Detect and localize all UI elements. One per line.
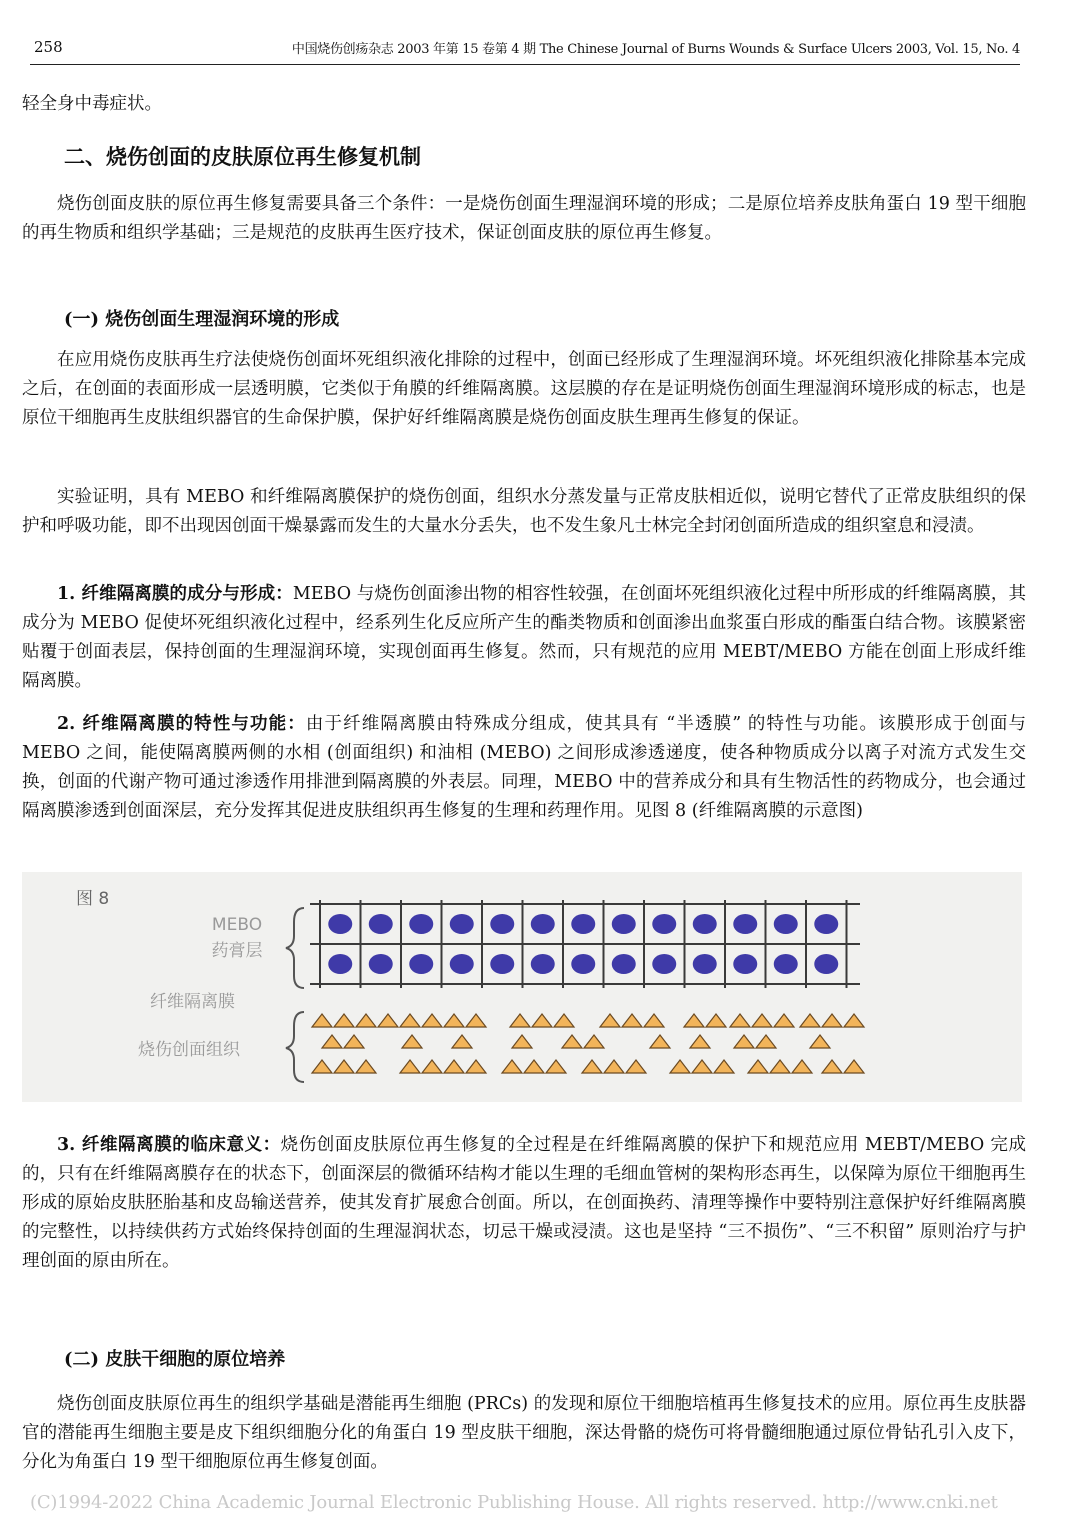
tissue-cell-triangle	[622, 1014, 642, 1027]
tissue-cell-triangle	[822, 1060, 842, 1073]
mebo-particle	[733, 914, 757, 934]
tissue-cell-triangle	[502, 1060, 522, 1073]
mebo-particle	[409, 914, 433, 934]
tissue-cell-triangle	[466, 1014, 486, 1027]
cnki-watermark: (C)1994-2022 China Academic Journal Electronic Publishing House. All rights reserved. http://www.cnki.net	[30, 1492, 998, 1513]
item-1-title: 1. 纤维隔离膜的成分与形成：	[57, 584, 293, 604]
mebo-particle	[490, 954, 514, 974]
mebo-particle	[450, 954, 474, 974]
tissue-cell-triangle	[378, 1014, 398, 1027]
page-number: 258	[34, 38, 63, 56]
tissue-cell-triangle	[546, 1060, 566, 1073]
figure-8	[22, 872, 1022, 1102]
tissue-cell-triangle	[400, 1060, 420, 1073]
item-2-title: 2. 纤维隔离膜的特性与功能：	[57, 714, 306, 734]
tissue-cell-triangle	[312, 1014, 332, 1027]
item-1-text: MEBO 与烧伤创面渗出物的相容性较强，在创面坏死组织液化过程中所形成的纤维隔离膜，其成分为 MEBO 促使坏死组织液化过程中，经系列生化反应所产生的酯类物质和创面渗出血浆蛋白形成的酯蛋白结合物。该膜紧密贴覆于创面表层，保持创面的生理湿润环境，实现创面再生修复。然而，只有规范的应用 MEBT/MEBO 方能在创面上形成纤维隔离膜。	[22, 584, 1026, 691]
paragraph-experiment: 实验证明，具有 MEBO 和纤维隔离膜保护的烧伤创面，组织水分蒸发量与正常皮肤相近似，说明它替代了正常皮肤组织的保护和呼吸功能，即不出现因创面干燥暴露而发生的大量水分丢失，也不发生象凡士林完全封闭创面所造成的组织窒息和浸渍。	[22, 487, 1026, 536]
tissue-cell-triangle	[650, 1035, 670, 1048]
tissue-cell-triangle	[604, 1060, 624, 1073]
tissue-cell-triangle	[322, 1035, 342, 1048]
tissue-cell-triangle	[444, 1060, 464, 1073]
mebo-particle	[531, 954, 555, 974]
tissue-cell-triangle	[524, 1060, 544, 1073]
label-mebo-line1: MEBO	[211, 915, 263, 935]
paragraph-continuation: 轻全身中毒症状。	[22, 94, 162, 114]
paragraph-item-2	[22, 710, 1026, 826]
tissue-cell-triangle	[312, 1060, 332, 1073]
tissue-cell-triangle	[822, 1014, 842, 1027]
tissue-cell-triangle	[800, 1014, 820, 1027]
tissue-cell-triangle	[748, 1060, 768, 1073]
mebo-particle	[328, 954, 352, 974]
mebo-particle	[693, 914, 717, 934]
tissue-cell-triangle	[690, 1035, 710, 1048]
tissue-cell-triangle	[844, 1014, 864, 1027]
mebo-particle	[450, 914, 474, 934]
header-rule	[30, 64, 1020, 65]
label-mebo-line2: 药膏层	[211, 941, 263, 961]
tissue-cell-triangle	[684, 1014, 704, 1027]
label-wound-tissue: 烧伤创面组织	[138, 1040, 240, 1060]
paragraph-item-1	[22, 580, 1026, 696]
tissue-cell-triangle	[344, 1035, 364, 1048]
tissue-cell-triangle	[756, 1035, 776, 1048]
tissue-cell-triangle	[532, 1014, 552, 1027]
brace-wound-tissue	[286, 1012, 304, 1082]
mebo-particle	[814, 954, 838, 974]
mebo-particle	[774, 954, 798, 974]
figure-label: 图 8	[76, 889, 110, 909]
tissue-cell-triangle	[692, 1060, 712, 1073]
tissue-cell-triangle	[584, 1035, 604, 1048]
mebo-particle	[693, 954, 717, 974]
mebo-particle	[571, 914, 595, 934]
tissue-cell-triangle	[562, 1035, 582, 1048]
tissue-cell-triangle	[422, 1014, 442, 1027]
tissue-cell-triangle	[452, 1035, 472, 1048]
mebo-particle	[652, 954, 676, 974]
tissue-cell-triangle	[554, 1014, 574, 1027]
tissue-cell-triangle	[770, 1060, 790, 1073]
mebo-particle	[814, 914, 838, 934]
tissue-cell-triangle	[626, 1060, 646, 1073]
tissue-cell-triangle	[444, 1014, 464, 1027]
tissue-cell-triangle	[774, 1014, 794, 1027]
mebo-particle	[652, 914, 676, 934]
paragraph-stem-cells: 烧伤创面皮肤原位再生的组织学基础是潜能再生细胞 (PRCs) 的发现和原位干细胞培植再生修复技术的应用。原位再生皮肤器官的潜能再生细胞主要是皮下组织细胞分化的角蛋白 19 型皮肤干细胞，深达骨骼的烧伤可将骨髓细胞通过原位骨钻孔引入皮下，分化为角蛋白 19 型干细胞原位再生修复创面。	[22, 1394, 1026, 1472]
mebo-particle	[571, 954, 595, 974]
mebo-particle	[369, 914, 393, 934]
item-3-title: 3. 纤维隔离膜的临床意义：	[57, 1135, 281, 1155]
tissue-cell-triangle	[792, 1060, 812, 1073]
tissue-cell-triangle	[402, 1035, 422, 1048]
mebo-particle	[328, 914, 352, 934]
tissue-cell-triangle	[334, 1060, 354, 1073]
label-fiber-membrane: 纤维隔离膜	[150, 992, 235, 1012]
mebo-particle	[531, 914, 555, 934]
mebo-particle	[490, 914, 514, 934]
item-2-text: 由于纤维隔离膜由特殊成分组成，使其具有 “半透膜” 的特性与功能。该膜形成于创面与 MEBO 之间，能使隔离膜两侧的水相 (创面组织) 和油相 (MEBO) 之间形成渗透递度，使各种物质成分以离子对流方式发生交换，创面的代谢产物可通过渗透作用排泄到隔离膜的外表层。同理，MEBO 中的营养成分和具有生物活性的药物成分，也会通过隔离膜渗透到创面深层，充分发挥其促进皮肤组织再生修复的生理和药理作用。见图 8 (纤维隔离膜的示意图)	[22, 714, 1026, 821]
tissue-cell-triangle	[400, 1014, 420, 1027]
tissue-cell-triangle	[582, 1060, 602, 1073]
mebo-particle	[774, 914, 798, 934]
paragraph-moist-environment: 在应用烧伤皮肤再生疗法使烧伤创面坏死组织液化排除的过程中，创面已经形成了生理湿润环境。坏死组织液化排除基本完成之后，在创面的表面形成一层透明膜，它类似于角膜的纤维隔离膜。这层膜的存在是证明烧伤创面生理湿润环境形成的标志，也是原位干细胞再生皮肤组织器官的生命保护膜，保护好纤维隔离膜是烧伤创面皮肤生理再生修复的保证。	[22, 350, 1026, 428]
tissue-cell-triangle	[752, 1014, 772, 1027]
tissue-cell-triangle	[714, 1060, 734, 1073]
tissue-cell-triangle	[356, 1060, 376, 1073]
tissue-cell-triangle	[644, 1014, 664, 1027]
mebo-particle	[409, 954, 433, 974]
tissue-cell-triangle	[600, 1014, 620, 1027]
journal-running-title: 中国烧伤创疡杂志 2003 年第 15 卷第 4 期 The Chinese Journal of Burns Wounds & Surface Ulcers 2003, Vol. 15, No. 4	[291, 42, 1020, 57]
label-mebo-layer	[182, 912, 292, 964]
subsection-heading-2: (二) 皮肤干细胞的原位培养	[64, 1349, 286, 1370]
running-header	[30, 38, 1020, 62]
tissue-cell-triangle	[334, 1014, 354, 1027]
tissue-cell-triangle	[422, 1060, 442, 1073]
item-3-text: 烧伤创面皮肤原位再生修复的全过程是在纤维隔离膜的保护下和规范应用 MEBT/MEBO 完成的，只有在纤维隔离膜存在的状态下，创面深层的微循环结构才能以生理的毛细血管树的架构形态再生，以保障为原位干细胞再生形成的原始皮肤胚胎基和皮岛输送营养，使其发育扩展愈合创面。所以，在创面换药、清理等操作中要特别注意保护好纤维隔离膜的完整性，以持续供药方式始终保持创面的生理湿润状态，切忌干燥或浸渍。这也是坚持 “三不损伤”、“三不积留” 原则治疗与护理创面的原由所在。	[22, 1135, 1026, 1271]
section-heading: 二、烧伤创面的皮肤原位再生修复机制	[64, 144, 421, 169]
tissue-cell-triangle	[730, 1014, 750, 1027]
mebo-particle	[369, 954, 393, 974]
tissue-cell-triangle	[844, 1060, 864, 1073]
tissue-cell-triangle	[510, 1014, 530, 1027]
mebo-particle	[733, 954, 757, 974]
tissue-cell-triangle	[356, 1014, 376, 1027]
paragraph-item-3	[22, 1131, 1026, 1276]
mebo-particle	[612, 914, 636, 934]
tissue-cell-triangle	[512, 1035, 532, 1048]
mebo-particle	[612, 954, 636, 974]
tissue-cell-triangle	[810, 1035, 830, 1048]
tissue-cell-triangle	[706, 1014, 726, 1027]
tissue-cell-triangle	[466, 1060, 486, 1073]
subsection-heading-1: (一) 烧伤创面生理湿润环境的形成	[64, 309, 340, 330]
tissue-cell-triangle	[734, 1035, 754, 1048]
tissue-cell-triangle	[670, 1060, 690, 1073]
paragraph-conditions: 烧伤创面皮肤的原位再生修复需要具备三个条件：一是烧伤创面生理湿润环境的形成；二是原位培养皮肤角蛋白 19 型干细胞的再生物质和组织学基础；三是规范的皮肤再生医疗技术，保证创面皮肤的原位再生修复。	[22, 194, 1026, 243]
